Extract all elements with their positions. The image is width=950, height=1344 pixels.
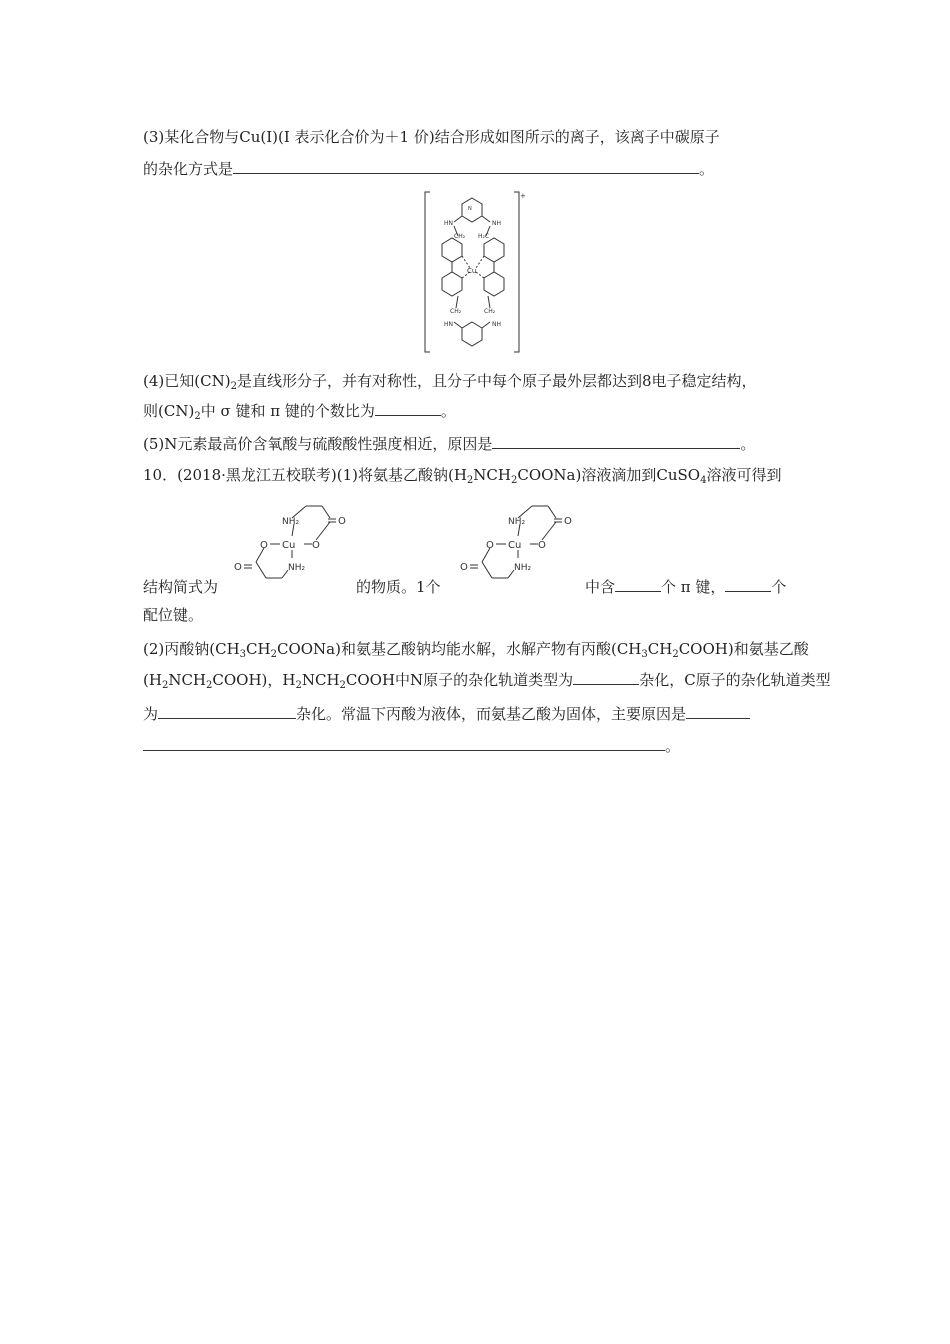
- q4-text: 则(CN): [143, 402, 195, 420]
- left-bracket: [425, 192, 430, 352]
- q5-line: [143, 433, 755, 455]
- q10-2-text: (H: [143, 671, 162, 689]
- right-bracket: [514, 192, 519, 352]
- answer-blank-c-hybridization[interactable]: [158, 703, 296, 719]
- top-triazine-ring: [462, 198, 482, 222]
- q4-text: 是直线形分子，并有对称性，且分子中每个原子最外层都达到8电子稳定结构，: [236, 372, 757, 390]
- cu-complex-ion-figure: [420, 188, 530, 356]
- q10-line2-a: [143, 576, 218, 598]
- o-label: O: [460, 562, 468, 573]
- pyridine-ring: [484, 238, 504, 262]
- nh-label: NH: [492, 220, 501, 227]
- q10-2-text: NCH: [301, 671, 340, 689]
- q10-text: NCH: [473, 466, 511, 484]
- q10-text: 个 π 键，: [661, 578, 726, 596]
- q10-line2-c: [585, 576, 786, 598]
- o-label: O: [486, 540, 494, 551]
- subscript: 2: [295, 680, 302, 691]
- subscript: 2: [270, 649, 277, 660]
- pyridine-ring: [442, 272, 462, 296]
- q10-2-text: COOH)和氨基乙酸: [678, 640, 809, 658]
- q10-2-text: 杂化。常温下丙酸为液体，而氨基乙酸为固体，主要原因是: [296, 705, 687, 723]
- q10-2-text: CH: [647, 640, 673, 658]
- ch2-label: H₂C: [478, 233, 490, 240]
- hn-label: HN: [444, 321, 453, 328]
- q4-text: 中 σ 键和 π 键的个数比为: [200, 402, 375, 420]
- q3-line1: [143, 126, 720, 148]
- q10-line3: [143, 604, 203, 626]
- q3-suffix: 。: [699, 160, 715, 178]
- q10-text: COONa)溶液滴加到CuSO: [517, 466, 701, 484]
- q10-text: 溶液可得到: [706, 466, 782, 484]
- o-label: O: [338, 516, 346, 527]
- answer-blank-reason-start[interactable]: [686, 703, 750, 719]
- subscript: 3: [239, 649, 247, 660]
- pyridine-ring: [484, 272, 504, 296]
- cu-label: Cu: [282, 540, 296, 551]
- q10-2-line1: [143, 638, 809, 660]
- q4-suffix: 。: [440, 402, 456, 420]
- hn-label: HN: [444, 220, 453, 227]
- q10-line2-b: [356, 576, 441, 598]
- answer-blank-coordinate-bonds[interactable]: [725, 576, 771, 592]
- o-label: O: [234, 562, 242, 573]
- q4-line1: [143, 370, 757, 392]
- q10-text: 个: [771, 578, 787, 596]
- subscript: 2: [206, 680, 213, 691]
- subscript: 3: [641, 649, 648, 660]
- nh2-label: NH₂: [514, 563, 532, 573]
- cu-label: Cu: [508, 540, 522, 551]
- ch2-label: CH₂: [484, 308, 496, 315]
- o-label: O: [260, 540, 268, 551]
- q3-text: (3)某化合物与Cu(Ⅰ)(Ⅰ 表示化合价为＋1 价)结合形成如图所示的离子，该离子中碳原子: [143, 128, 720, 146]
- copper-glycinate-structure-1: [226, 498, 356, 588]
- cu-label: Cu: [467, 267, 477, 275]
- subscript: 2: [230, 381, 237, 392]
- q10-2-line2: [143, 669, 831, 691]
- subscript: 2: [339, 680, 346, 691]
- atom-label: N: [468, 206, 472, 212]
- q10-2-line4: [143, 735, 680, 757]
- nh2-label: NH₂: [282, 517, 300, 527]
- subscript: 2: [510, 475, 518, 486]
- q3-prefix: 的杂化方式是: [143, 160, 234, 178]
- q10-2-text: COONa)和氨基乙酸钠均能水解，水解产物有丙酸(CH: [276, 640, 642, 658]
- o-label: O: [538, 540, 546, 551]
- subscript: 2: [161, 680, 169, 691]
- q3-line2: [143, 158, 714, 180]
- nh2-label: NH₂: [288, 563, 306, 573]
- ch2-label: CH₂: [450, 308, 462, 315]
- q10-2-text: (2)丙酸钠(CH: [143, 640, 240, 658]
- q10-2-text: 杂化，C原子的杂化轨道类型: [639, 671, 831, 689]
- q4-text: (4)已知(CN): [143, 372, 231, 390]
- o-label: O: [312, 540, 320, 551]
- q10-2-text: 为: [143, 705, 159, 723]
- o-label: O: [564, 516, 572, 527]
- charge-label: +: [520, 192, 526, 200]
- bottom-triazine-ring: [462, 322, 482, 346]
- q10-2-text: NCH: [168, 671, 206, 689]
- q10-2-text: COOH)，H: [212, 671, 296, 689]
- pyridine-ring: [442, 238, 462, 262]
- subscript: 2: [466, 475, 474, 486]
- q10-2-suffix: 。: [665, 737, 681, 755]
- q10-2-line3: [143, 703, 750, 725]
- subscript: 2: [672, 649, 679, 660]
- answer-blank-reason[interactable]: [143, 735, 665, 751]
- answer-blank-n-hybridization[interactable]: [573, 669, 639, 685]
- q10-text: 中含: [585, 578, 616, 596]
- subscript: 4: [700, 475, 707, 486]
- q10-2-text: CH: [246, 640, 271, 658]
- answer-blank-q3[interactable]: [233, 158, 699, 174]
- answer-blank-pi-bonds[interactable]: [615, 576, 661, 592]
- answer-blank-q4[interactable]: [375, 400, 441, 416]
- q10-2-text: COOH中N原子的杂化轨道类型为: [345, 671, 574, 689]
- answer-blank-q5[interactable]: [492, 433, 740, 449]
- q10-text: 10．(2018·黑龙江五校联考)(1)将氨基乙酸钠(H: [143, 466, 467, 484]
- nh-label: NH: [492, 321, 501, 328]
- nh2-label: NH₂: [508, 517, 526, 527]
- q5-suffix: 。: [740, 435, 756, 453]
- q10-text: 的物质。1个: [356, 578, 441, 596]
- q10-text: 配位键。: [143, 606, 204, 624]
- copper-glycinate-structure-2: [452, 498, 582, 588]
- q10-line1: [143, 464, 781, 486]
- ch2-label: CH₂: [454, 233, 466, 240]
- subscript: 2: [194, 411, 201, 422]
- q4-line2: [143, 400, 456, 422]
- q5-text: (5)N元素最高价含氧酸与硫酸酸性强度相近，原因是: [143, 435, 493, 453]
- q10-text: 结构简式为: [143, 578, 219, 596]
